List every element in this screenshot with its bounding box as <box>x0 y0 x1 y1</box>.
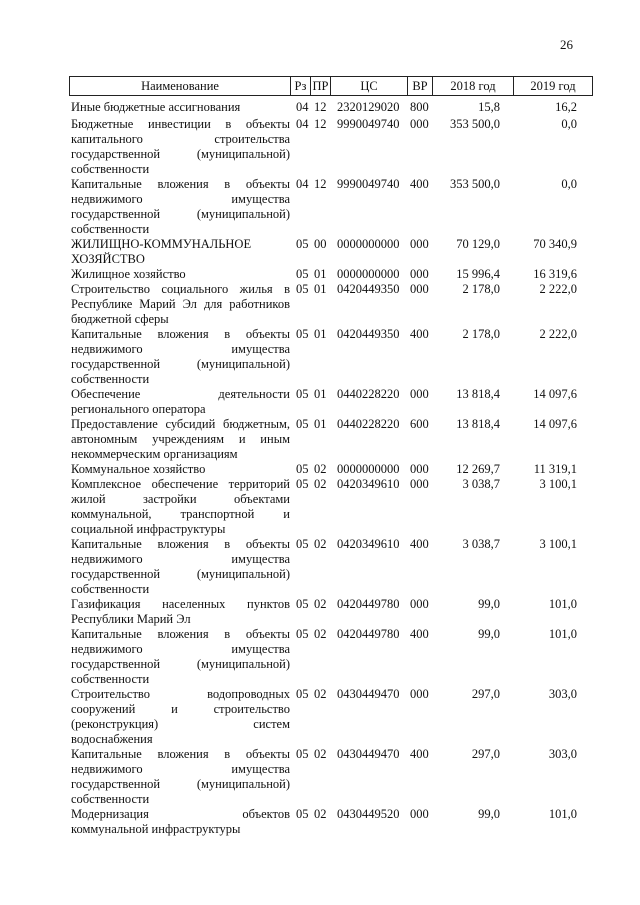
row-name-line: государственной (муниципальной) <box>71 777 290 791</box>
table-row <box>0 477 640 537</box>
row-cs: 0000000000 <box>337 237 400 251</box>
row-rz: 05 <box>296 807 309 821</box>
row-pr: 01 <box>314 387 327 401</box>
row-2019: 16 319,6 <box>533 267 577 281</box>
row-name-line: Предоставление субсидий бюджетным, <box>71 417 290 431</box>
row-name <box>71 597 290 627</box>
row-vr: 000 <box>410 462 429 476</box>
row-2019: 3 100,1 <box>539 537 577 551</box>
row-name-line: Строительство водопроводных <box>71 687 290 701</box>
header-vr: ВР <box>408 77 433 96</box>
row-name-line: Капитальные вложения в объекты <box>71 177 290 191</box>
row-rz: 05 <box>296 282 309 296</box>
row-cs: 0440228220 <box>337 387 400 401</box>
row-vr: 800 <box>410 100 429 114</box>
row-2018: 353 500,0 <box>450 177 500 191</box>
row-name-line: государственной (муниципальной) <box>71 657 290 671</box>
row-2019: 16,2 <box>555 100 577 114</box>
row-name-line: Комплексное обеспечение территорий <box>71 477 290 491</box>
row-vr: 600 <box>410 417 429 431</box>
row-name-line: Капитальные вложения в объекты <box>71 747 290 761</box>
row-cs: 0420449350 <box>337 282 400 296</box>
row-name-line: сооружений и строительство <box>71 702 290 716</box>
row-name-line: Республике Марий Эл для работников <box>71 297 290 311</box>
row-cs: 9990049740 <box>337 117 400 131</box>
row-rz: 05 <box>296 237 309 251</box>
row-rz: 04 <box>296 177 309 191</box>
row-vr: 400 <box>410 747 429 761</box>
row-vr: 000 <box>410 807 429 821</box>
table-row <box>0 267 640 282</box>
row-name-line: коммунальной инфраструктуры <box>71 822 241 836</box>
row-2019: 14 097,6 <box>533 417 577 431</box>
row-pr: 01 <box>314 327 327 341</box>
row-2019: 70 340,9 <box>533 237 577 251</box>
row-rz: 05 <box>296 747 309 761</box>
row-name-line: водоснабжения <box>71 732 153 746</box>
row-rz: 05 <box>296 267 309 281</box>
row-name <box>71 237 290 267</box>
row-2018: 15 996,4 <box>456 267 500 281</box>
table-row <box>0 807 640 837</box>
row-2019: 14 097,6 <box>533 387 577 401</box>
row-name <box>71 807 290 837</box>
row-name-line: недвижимого имущества <box>71 342 290 356</box>
row-2018: 99,0 <box>478 807 500 821</box>
table-row <box>0 417 640 462</box>
row-pr: 02 <box>314 537 327 551</box>
row-vr: 000 <box>410 387 429 401</box>
row-name <box>71 117 290 177</box>
row-pr: 02 <box>314 597 327 611</box>
table-row <box>0 627 640 687</box>
row-2018: 99,0 <box>478 627 500 641</box>
row-name-line: недвижимого имущества <box>71 762 290 776</box>
row-vr: 000 <box>410 282 429 296</box>
row-2018: 297,0 <box>471 747 500 761</box>
row-name-line: Бюджетные инвестиции в объекты <box>71 117 290 131</box>
row-pr: 12 <box>314 177 327 191</box>
row-rz: 04 <box>296 117 309 131</box>
row-name-line: Строительство социального жилья в <box>71 282 290 296</box>
row-name <box>71 627 290 687</box>
row-name-line: Газификация населенных пунктов <box>71 597 290 611</box>
row-2019: 2 222,0 <box>539 282 577 296</box>
row-name <box>71 537 290 597</box>
row-2018: 353 500,0 <box>450 117 500 131</box>
row-2018: 15,8 <box>478 100 500 114</box>
row-name-line: капитального строительства <box>71 132 290 146</box>
row-cs: 2320129020 <box>337 100 400 114</box>
row-name-line: жилой застройки объектами <box>71 492 290 506</box>
row-name-line: ЖИЛИЩНО-КОММУНАЛЬНОЕ <box>71 237 252 251</box>
header-2018: 2018 год <box>433 77 514 96</box>
row-name <box>71 267 290 282</box>
page-number: 26 <box>560 37 573 52</box>
row-name-line: бюджетной сферы <box>71 312 169 326</box>
row-name <box>71 462 290 477</box>
row-name <box>71 387 290 417</box>
row-vr: 400 <box>410 327 429 341</box>
row-2019: 0,0 <box>561 177 577 191</box>
row-2019: 0,0 <box>561 117 577 131</box>
row-name-line: собственности <box>71 672 150 686</box>
table-header <box>69 76 593 96</box>
row-2019: 2 222,0 <box>539 327 577 341</box>
row-2018: 12 269,7 <box>456 462 500 476</box>
row-name-line: недвижимого имущества <box>71 642 290 656</box>
table-row <box>0 537 640 597</box>
row-cs: 0000000000 <box>337 267 400 281</box>
row-name-line: собственности <box>71 372 150 386</box>
row-name-line: недвижимого имущества <box>71 552 290 566</box>
row-name-line: социальной инфраструктуры <box>71 522 226 536</box>
row-name-line: собственности <box>71 582 150 596</box>
row-name-line: Республики Марий Эл <box>71 612 191 626</box>
row-rz: 05 <box>296 477 309 491</box>
row-2018: 3 038,7 <box>462 477 500 491</box>
table-row <box>0 117 640 177</box>
row-name <box>71 100 290 115</box>
row-name-line: регионального оператора <box>71 402 206 416</box>
row-2019: 101,0 <box>548 597 577 611</box>
row-2018: 2 178,0 <box>462 282 500 296</box>
row-pr: 12 <box>314 117 327 131</box>
row-vr: 000 <box>410 267 429 281</box>
row-name-line: автономным учреждениям и иным <box>71 432 290 446</box>
header-2019: 2019 год <box>514 77 593 96</box>
row-rz: 05 <box>296 417 309 431</box>
row-vr: 400 <box>410 627 429 641</box>
row-name <box>71 687 290 747</box>
row-name-line: (реконструкция) систем <box>71 717 290 731</box>
row-2018: 297,0 <box>471 687 500 701</box>
table-row <box>0 462 640 477</box>
row-rz: 05 <box>296 627 309 641</box>
table-row <box>0 100 640 115</box>
row-name-line: недвижимого имущества <box>71 192 290 206</box>
row-vr: 400 <box>410 177 429 191</box>
table-row <box>0 327 640 387</box>
row-cs: 0420349610 <box>337 537 400 551</box>
row-cs: 0430449470 <box>337 687 400 701</box>
row-pr: 00 <box>314 237 327 251</box>
row-name <box>71 282 290 327</box>
table-row <box>0 747 640 807</box>
row-cs: 0420449780 <box>337 597 400 611</box>
row-pr: 01 <box>314 282 327 296</box>
table-row <box>0 387 640 417</box>
row-pr: 02 <box>314 807 327 821</box>
header-rz: Рз <box>291 77 311 96</box>
row-name-line: коммунальной, транспортной и <box>71 507 290 521</box>
row-name <box>71 177 290 237</box>
row-pr: 02 <box>314 477 327 491</box>
row-name-line: Иные бюджетные ассигнования <box>71 100 241 114</box>
row-pr: 01 <box>314 417 327 431</box>
row-name-line: государственной (муниципальной) <box>71 147 290 161</box>
row-pr: 02 <box>314 687 327 701</box>
row-name <box>71 417 290 462</box>
row-name <box>71 327 290 387</box>
table-row <box>0 282 640 327</box>
row-cs: 0420449780 <box>337 627 400 641</box>
row-2018: 13 818,4 <box>456 387 500 401</box>
row-2018: 13 818,4 <box>456 417 500 431</box>
header-cs: ЦС <box>331 77 408 96</box>
header-name: Наименование <box>70 77 291 96</box>
row-cs: 9990049740 <box>337 177 400 191</box>
row-name-line: Жилищное хозяйство <box>71 267 186 281</box>
row-2019: 11 319,1 <box>533 462 577 476</box>
row-2019: 303,0 <box>548 687 577 701</box>
row-name-line: некоммерческим организациям <box>71 447 238 461</box>
row-2018: 70 129,0 <box>456 237 500 251</box>
row-pr: 02 <box>314 747 327 761</box>
row-pr: 12 <box>314 100 327 114</box>
row-name <box>71 477 290 537</box>
table-row <box>0 237 640 267</box>
row-name-line: Коммунальное хозяйство <box>71 462 206 476</box>
row-name-line: собственности <box>71 162 150 176</box>
row-vr: 000 <box>410 237 429 251</box>
row-2019: 101,0 <box>548 627 577 641</box>
row-name-line: собственности <box>71 222 150 236</box>
row-name <box>71 747 290 807</box>
row-rz: 05 <box>296 327 309 341</box>
row-name-line: ХОЗЯЙСТВО <box>71 252 145 266</box>
table-row <box>0 597 640 627</box>
table-row <box>0 177 640 237</box>
row-rz: 05 <box>296 387 309 401</box>
row-rz: 05 <box>296 687 309 701</box>
row-cs: 0420449350 <box>337 327 400 341</box>
row-vr: 000 <box>410 687 429 701</box>
row-vr: 000 <box>410 477 429 491</box>
row-2019: 303,0 <box>548 747 577 761</box>
row-name-line: Обеспечение деятельности <box>71 387 290 401</box>
row-name-line: собственности <box>71 792 150 806</box>
row-cs: 0440228220 <box>337 417 400 431</box>
row-name-line: государственной (муниципальной) <box>71 357 290 371</box>
row-cs: 0430449470 <box>337 747 400 761</box>
row-2019: 101,0 <box>548 807 577 821</box>
row-cs: 0000000000 <box>337 462 400 476</box>
row-cs: 0430449520 <box>337 807 400 821</box>
row-rz: 04 <box>296 100 309 114</box>
row-name-line: Капитальные вложения в объекты <box>71 627 290 641</box>
row-pr: 02 <box>314 627 327 641</box>
row-name-line: Капитальные вложения в объекты <box>71 327 290 341</box>
row-pr: 02 <box>314 462 327 476</box>
row-2018: 99,0 <box>478 597 500 611</box>
row-rz: 05 <box>296 462 309 476</box>
header-pr: ПР <box>311 77 331 96</box>
row-2018: 3 038,7 <box>462 537 500 551</box>
row-2019: 3 100,1 <box>539 477 577 491</box>
row-vr: 400 <box>410 537 429 551</box>
row-rz: 05 <box>296 597 309 611</box>
row-cs: 0420349610 <box>337 477 400 491</box>
row-name-line: государственной (муниципальной) <box>71 567 290 581</box>
row-rz: 05 <box>296 537 309 551</box>
row-vr: 000 <box>410 117 429 131</box>
row-vr: 000 <box>410 597 429 611</box>
row-name-line: Капитальные вложения в объекты <box>71 537 290 551</box>
row-pr: 01 <box>314 267 327 281</box>
table-body <box>0 100 640 837</box>
row-name-line: государственной (муниципальной) <box>71 207 290 221</box>
row-name-line: Модернизация объектов <box>71 807 290 821</box>
row-2018: 2 178,0 <box>462 327 500 341</box>
table-row <box>0 687 640 747</box>
